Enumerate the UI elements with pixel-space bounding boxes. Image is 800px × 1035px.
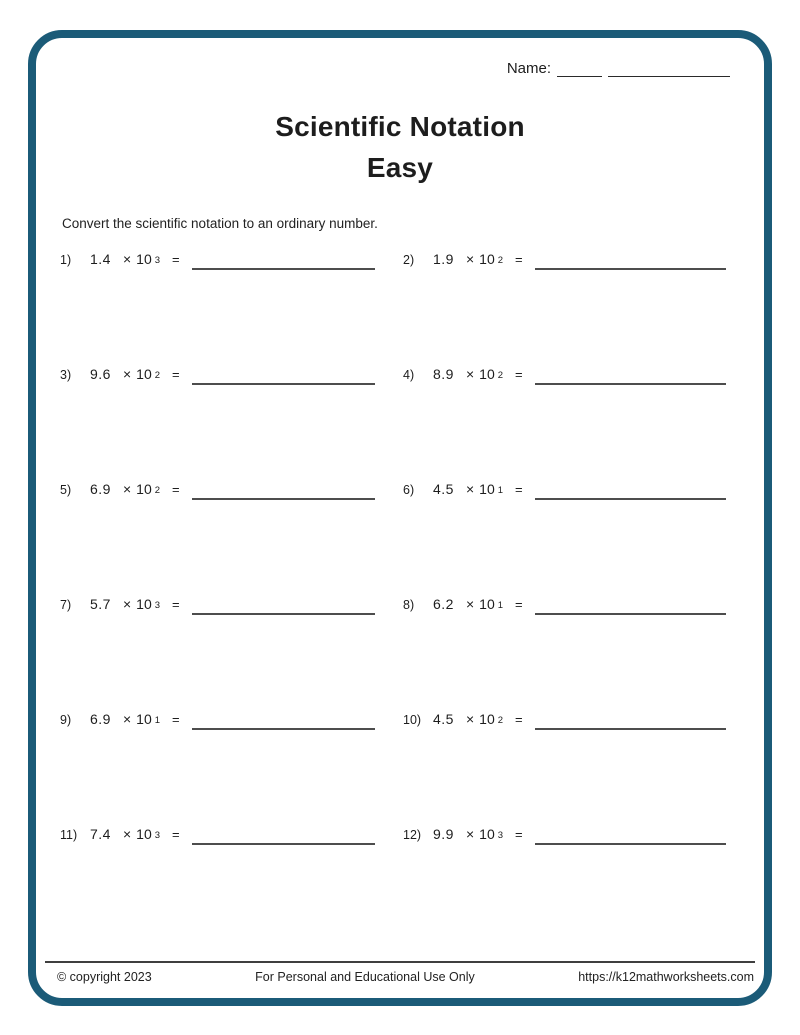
base-ten: 10 [479, 826, 495, 842]
multiply-sign: × [122, 251, 132, 267]
name-label: Name: [506, 60, 551, 77]
problem-number: 5) [60, 483, 72, 497]
page-subtitle: Easy [366, 152, 434, 183]
answer-blank [192, 714, 375, 730]
base-ten: 10 [479, 366, 495, 382]
answer-blank [535, 714, 726, 730]
problem-item-1 [60, 246, 403, 361]
coefficient: 6.9 [90, 481, 111, 497]
problem-item-4 [403, 361, 726, 476]
title-block [36, 106, 764, 188]
multiply-sign: × [122, 596, 132, 612]
exponent: 3 [154, 830, 161, 841]
answer-blank [192, 369, 375, 385]
base-ten: 10 [136, 711, 152, 727]
multiply-sign: × [465, 366, 475, 382]
equals-sign: = [172, 482, 180, 497]
equals-sign: = [172, 827, 180, 842]
usage-text: For Personal and Educational Use Only [255, 970, 475, 984]
base-ten: 10 [136, 481, 152, 497]
base-ten: 10 [136, 826, 152, 842]
base-ten: 10 [136, 251, 152, 267]
problem-item-6 [403, 476, 726, 591]
problem-number: 2) [403, 253, 415, 267]
answer-blank [535, 484, 726, 500]
coefficient: 9.9 [433, 826, 454, 842]
multiply-sign: × [465, 481, 475, 497]
coefficient: 4.5 [433, 481, 454, 497]
coefficient: 5.7 [90, 596, 111, 612]
problem-item-3 [60, 361, 403, 476]
problem-number: 9) [60, 713, 72, 727]
base-ten: 10 [136, 596, 152, 612]
exponent: 2 [497, 715, 504, 726]
answer-blank [535, 599, 726, 615]
problem-item-10 [403, 706, 726, 821]
base-ten: 10 [136, 366, 152, 382]
base-ten: 10 [479, 481, 495, 497]
equals-sign: = [515, 367, 523, 382]
equals-sign: = [172, 252, 180, 267]
equals-sign: = [515, 827, 523, 842]
coefficient: 1.9 [433, 251, 454, 267]
answer-blank [535, 369, 726, 385]
exponent: 2 [154, 370, 161, 381]
exponent: 1 [497, 485, 504, 496]
page-title: Scientific Notation [275, 111, 525, 142]
multiply-sign: × [122, 711, 132, 727]
name-blank-line [608, 63, 730, 77]
answer-blank [192, 829, 375, 845]
problem-number: 4) [403, 368, 415, 382]
base-ten: 10 [479, 596, 495, 612]
problem-item-5 [60, 476, 403, 591]
exponent: 2 [497, 255, 504, 266]
problem-number: 3) [60, 368, 72, 382]
exponent: 3 [497, 830, 504, 841]
equals-sign: = [515, 252, 523, 267]
worksheet-page [28, 30, 772, 1006]
equals-sign: = [515, 597, 523, 612]
answer-blank [535, 829, 726, 845]
coefficient: 4.5 [433, 711, 454, 727]
equals-sign: = [515, 482, 523, 497]
problem-number: 6) [403, 483, 415, 497]
problem-number: 10) [403, 713, 422, 727]
base-ten: 10 [479, 251, 495, 267]
problem-number: 12) [403, 828, 422, 842]
answer-blank [192, 599, 375, 615]
website-url: https://k12mathworksheets.com [578, 970, 754, 984]
page-footer [45, 961, 755, 984]
problem-item-9 [60, 706, 403, 821]
coefficient: 6.2 [433, 596, 454, 612]
coefficient: 6.9 [90, 711, 111, 727]
problem-item-2 [403, 246, 726, 361]
multiply-sign: × [465, 711, 475, 727]
multiply-sign: × [465, 251, 475, 267]
exponent: 3 [154, 600, 161, 611]
problem-item-8 [403, 591, 726, 706]
problem-item-11 [60, 821, 403, 936]
copyright-text: © copyright 2023 [57, 970, 152, 984]
exponent: 2 [497, 370, 504, 381]
base-ten: 10 [479, 711, 495, 727]
exponent: 2 [154, 485, 161, 496]
problem-number: 8) [403, 598, 415, 612]
name-blank-line [557, 63, 602, 77]
problem-number: 11) [60, 828, 78, 842]
problem-item-7 [60, 591, 403, 706]
answer-blank [192, 484, 375, 500]
problem-number: 7) [60, 598, 72, 612]
coefficient: 1.4 [90, 251, 111, 267]
multiply-sign: × [465, 596, 475, 612]
coefficient: 7.4 [90, 826, 111, 842]
equals-sign: = [172, 367, 180, 382]
multiply-sign: × [465, 826, 475, 842]
exponent: 1 [154, 715, 161, 726]
multiply-sign: × [122, 826, 132, 842]
problem-item-12 [403, 821, 726, 936]
coefficient: 8.9 [433, 366, 454, 382]
equals-sign: = [172, 712, 180, 727]
instruction-text: Convert the scientific notation to an ordinary number. [62, 216, 378, 231]
name-row [507, 60, 730, 77]
answer-blank [535, 254, 726, 270]
problems-grid [60, 246, 726, 936]
exponent: 3 [154, 255, 161, 266]
coefficient: 9.6 [90, 366, 111, 382]
answer-blank [192, 254, 375, 270]
multiply-sign: × [122, 481, 132, 497]
equals-sign: = [172, 597, 180, 612]
multiply-sign: × [122, 366, 132, 382]
equals-sign: = [515, 712, 523, 727]
problem-number: 1) [60, 253, 72, 267]
exponent: 1 [497, 600, 504, 611]
